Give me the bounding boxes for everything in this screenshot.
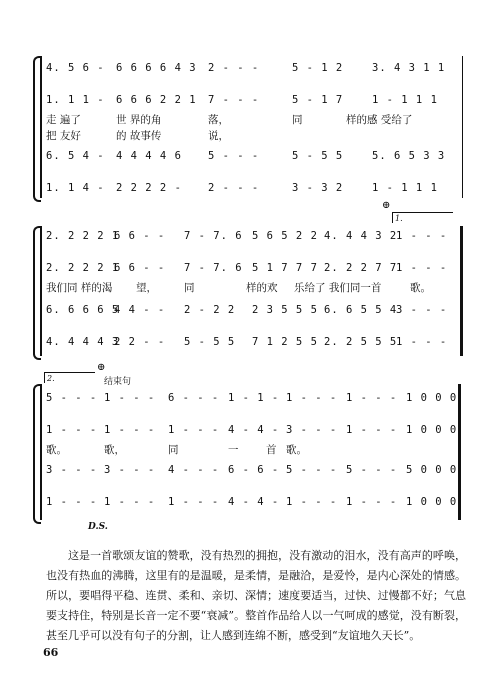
lyric-line-1: [46, 112, 466, 126]
measure: 1 0 0 0: [406, 424, 458, 436]
page-number: 66: [43, 646, 59, 659]
measure: 1 - - -: [104, 424, 156, 436]
measure: 6. 5 4 -: [46, 150, 105, 162]
lyric-word: 歌。: [46, 444, 67, 456]
measure: 1 - - -: [168, 496, 220, 508]
measure: 5 - 5 5: [184, 336, 236, 348]
measure: 1 0 0 0: [406, 392, 458, 404]
measure: 7 1 2 5 5: [252, 336, 318, 348]
measure: 5 - 5 5: [292, 150, 344, 162]
lyric-word: 望，: [136, 282, 157, 294]
measure: 3 - - -: [396, 304, 448, 316]
voice-row-4: [46, 182, 466, 196]
measure: 1. 1 1 -: [46, 94, 105, 106]
voice-row-3: [46, 464, 466, 478]
measure: 1 - - -: [104, 496, 156, 508]
volta-label: 1.: [395, 214, 403, 223]
measure: 5 - - -: [286, 464, 338, 476]
measure: 1 - - -: [286, 392, 338, 404]
lyric-word: 一: [228, 444, 239, 456]
measure: 2 - - -: [208, 62, 260, 74]
measure: 6 6 - -: [114, 262, 166, 274]
voice-row-2: [46, 262, 466, 276]
lyric-word: 把 友好: [46, 130, 81, 142]
measure: 1 - 1 1 1: [372, 94, 438, 106]
measure: 2. 2 2 2 1: [46, 262, 120, 274]
measure: 6 - 6 -: [228, 464, 280, 476]
lyric-word: 歌。: [286, 444, 307, 456]
measure: 5 0 0 0: [406, 464, 458, 476]
measure: 1 - 1 1 1: [372, 182, 438, 194]
measure: 4. 4 4 4 3: [46, 336, 120, 348]
measure: 7 - 7. 6: [184, 230, 243, 242]
measure: 7 - 7. 6: [184, 262, 243, 274]
measure: 5 - 1 2: [292, 62, 344, 74]
measure: 1 - - -: [396, 262, 448, 274]
lyric-word: 说，: [208, 130, 229, 142]
lyric-word: 同: [292, 114, 303, 126]
measure: 4. 5 6 -: [46, 62, 105, 74]
measure: 3 - - -: [46, 464, 98, 476]
measure: 5 1 7 7 7: [252, 262, 318, 274]
lyric-word: 世 界的角: [116, 114, 162, 126]
measure: 1. 1 4 -: [46, 182, 105, 194]
measure: 4 - 4 -: [228, 496, 280, 508]
coda-sign-icon: ⊕: [97, 362, 106, 373]
voice-row-4: [46, 496, 466, 510]
measure: 3 - - -: [104, 464, 156, 476]
measure: 5. 6 5 3 3: [372, 150, 446, 162]
voice-row-2: [46, 94, 466, 108]
lyric-word: 首: [266, 444, 277, 456]
measure: 6 6 - -: [114, 230, 166, 242]
lyric-line-1: [46, 442, 466, 456]
lyric-word: 歌，: [104, 444, 125, 456]
measure: 2 - - -: [208, 182, 260, 194]
measure: 4 - 4 -: [228, 424, 280, 436]
commentary-text: 这是一首歌颂友谊的赞歌，没有热烈的拥抱，没有激动的泪水，没有高声的呼唤，也没有热血的沸腾，这里有的是温暖，是柔情，是融洽，是爱怜，是内心深处的情感。所以，要唱得平稳、连贯、柔和、亲切、深情；速度要适当，过快、过慢都不好；气息要支持住，特别是长音一定不要“衰减”。整首作品给人以一气呵成的感觉，没有断裂，甚至几乎可以没有句子的分割，让人感到连绵不断，感受到“友谊地久天长”。: [46, 549, 466, 642]
lyric-word: 同: [184, 282, 195, 294]
lyric-word: 我们同 样的渴: [46, 282, 113, 294]
voice-row-1: [46, 392, 466, 406]
lyric-line-2: [46, 128, 466, 142]
measure: 2. 2 2 2 1: [46, 230, 120, 242]
lyric-word: 样的欢: [246, 282, 278, 294]
coda-sign-icon: ⊕: [382, 200, 391, 211]
measure: 1 - - -: [286, 496, 338, 508]
measure: 4. 4 4 3 2: [324, 230, 398, 242]
measure: 5 6 5 2 2: [252, 230, 318, 242]
measure: 3 - - -: [286, 424, 338, 436]
lyric-word: 同: [168, 444, 179, 456]
lyric-word: 的 故事传: [116, 130, 162, 142]
measure: 1 - - -: [346, 392, 398, 404]
measure: 1 - - -: [46, 424, 98, 436]
measure: 4 - - -: [168, 464, 220, 476]
voice-row-3: [46, 304, 466, 318]
measure: 6. 6 6 6 5: [46, 304, 120, 316]
measure: 1 - - -: [396, 336, 448, 348]
measure: 6 6 6 2 2 1: [116, 94, 197, 106]
voice-row-4: [46, 336, 466, 350]
measure: 1 - - -: [346, 424, 398, 436]
measure: 2 2 - -: [114, 336, 166, 348]
ds-marking: D.S.: [88, 522, 108, 532]
measure: 3 - 3 2: [292, 182, 344, 194]
measure: 5 - - -: [346, 464, 398, 476]
measure: 2 2 2 2 -: [116, 182, 182, 194]
volta-label: 2.: [47, 374, 55, 383]
measure: 3. 4 3 1 1: [372, 62, 446, 74]
measure: 4 4 4 4 6: [116, 150, 182, 162]
lyric-word: 样的感 受给了: [346, 114, 413, 126]
measure: 5 - 1 7: [292, 94, 344, 106]
lyric-line-1: [46, 280, 466, 294]
lyric-word: 歌。: [410, 282, 431, 294]
measure: 6 6 6 6 4 3: [116, 62, 197, 74]
measure: 1 - - -: [396, 230, 448, 242]
voice-row-1: [46, 230, 466, 244]
measure: 5 - - -: [208, 150, 260, 162]
voice-row-2: [46, 424, 466, 438]
measure: 2. 2 2 7 7: [324, 262, 398, 274]
commentary-paragraph: [46, 546, 466, 646]
measure: 1 - - -: [168, 424, 220, 436]
measure: 2 - 2 2: [184, 304, 236, 316]
voice-row-1: [46, 62, 466, 76]
measure: 7 - - -: [208, 94, 260, 106]
measure: 1 0 0 0: [406, 496, 458, 508]
measure: 1 - 1 -: [228, 392, 280, 404]
measure: 1 - - -: [46, 496, 98, 508]
measure: 2 3 5 5 5: [252, 304, 318, 316]
coda-label: 结束句: [104, 377, 132, 387]
voice-row-3: [46, 150, 466, 164]
measure: 1 - - -: [346, 496, 398, 508]
measure: 1 - - -: [104, 392, 156, 404]
measure: 2. 2 5 5 5: [324, 336, 398, 348]
lyric-word: 走 遍了: [46, 114, 81, 126]
lyric-word: 乐给了 我们同一首: [294, 282, 382, 294]
measure: 6 - - -: [168, 392, 220, 404]
measure: 4 4 - -: [114, 304, 166, 316]
measure: 5 - - -: [46, 392, 98, 404]
measure: 6. 6 5 5 4: [324, 304, 398, 316]
lyric-word: 落，: [208, 114, 229, 126]
